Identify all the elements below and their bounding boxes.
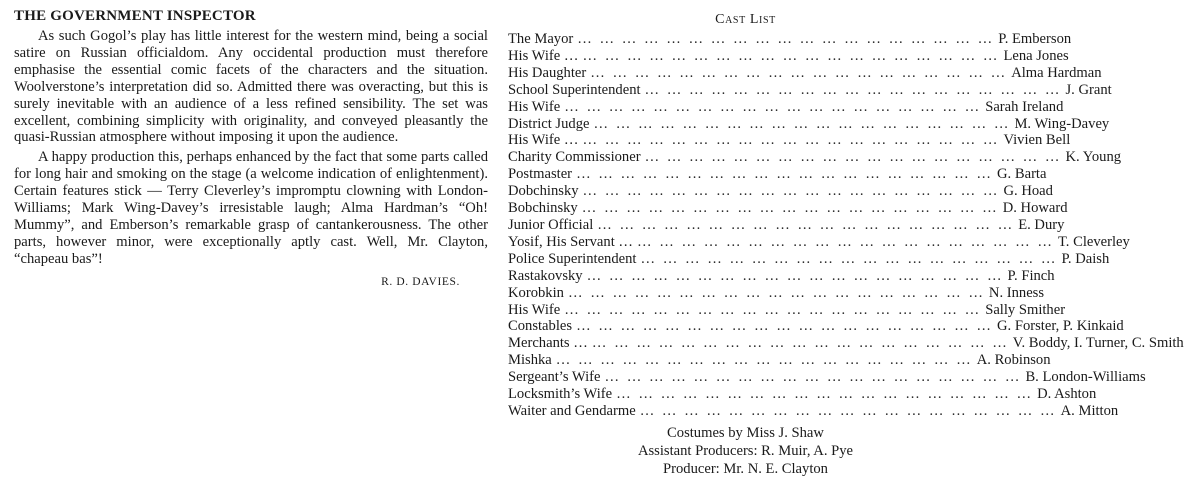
credit-assistant-producers: Assistant Producers: R. Muir, A. Pye (637, 442, 854, 459)
cast-actor: D. Howard (1002, 200, 1068, 217)
cast-actor: G. Hoad (1003, 183, 1053, 200)
cast-actor: Sally Smither (985, 301, 1066, 318)
cast-role: Mishka (508, 352, 552, 369)
cast-row (508, 267, 1055, 285)
cast-row (508, 149, 1122, 166)
cast-actor: K. Young (1065, 149, 1122, 166)
dot-leader: … … … … … … … … … … … … … … … … … … … (576, 318, 994, 335)
credit-costumes: Costumes by Miss J. Shaw (667, 424, 824, 441)
cast-row (508, 132, 1071, 149)
dot-leader: … … … … … … … … … … … … … … … … … … … (577, 31, 995, 47)
dot-leader: … … … … … … … … … … … … … … … … … … … (591, 335, 1009, 352)
dot-leader: … … … … … … … … … … … … … … … … … … … (582, 183, 1000, 200)
dot-leader: … … … … … … … … … … … … … … … … … … … (593, 115, 1011, 132)
cast-row (508, 335, 1184, 352)
dot-leader: … … … … … … … … … … … … … … … … … … … (567, 284, 985, 301)
cast-row (508, 284, 1045, 302)
cast-role: Waiter and Gendarme (508, 402, 636, 419)
cast-row (508, 81, 1112, 99)
cast-role: His Wife (508, 301, 561, 318)
cast-role: Sergeant’s Wife (508, 369, 601, 386)
cast-row (508, 233, 1130, 251)
cast-list (508, 10, 1184, 478)
cast-row (508, 250, 1110, 268)
cast-role: His Wife … (508, 132, 579, 149)
dot-leader: … … … … … … … … … … … … … … … … … … … (640, 250, 1058, 267)
cast-role: Constables (508, 318, 573, 335)
review-paragraph-1: As such Gogol’s play has little interest for the western mind, being a social satire on Russian officialdom. Any occidental production must therefore emphasise the essential comic facets of the characters and the situation. Woolverstone’s interpretation did so. Admitted there was overacting, but this is surely inevitable with an audience of a less refined sensibility. The set was excellent, combining simplicity with originality, and conveyed pleasantly the quasi-Russian atmosphere without imposing it upon the audience. (14, 28, 488, 146)
cast-row (508, 352, 1051, 369)
dot-leader: … … … … … … … … … … … … … … … … … … … (582, 132, 1000, 149)
cast-actor: T. Cleverley (1057, 233, 1130, 250)
cast-row (508, 386, 1097, 403)
cast-role: Postmaster (508, 166, 573, 183)
cast-actor: A. Mitton (1060, 402, 1119, 419)
cast-actor: Sarah Ireland (985, 98, 1064, 115)
cast-role: District Judge (508, 115, 590, 132)
cast-rows (508, 31, 1184, 420)
cast-actor: Lena Jones (1003, 47, 1069, 64)
cast-actor: Alma Hardman (1011, 64, 1102, 81)
dot-leader: … … … … … … … … … … … … … … … … … … … (616, 386, 1034, 403)
dot-leader: … … … … … … … … … … … … … … … … … … … (564, 301, 982, 318)
cast-row (508, 216, 1065, 234)
review-paragraph-2: A happy production this, perhaps enhanced by the fact that some parts called for long hair and smoking on the stage (a welcome indication of enlightenment). Certain features stick — Terry Cleverley’s impromptu clowning with London-Williams; Mark Wing-Davey’s irresistable laugh; Alma Hardman’s “Oh! Mummy”, and Emberson’s remarkable grasp of cantankerousness. The other parts, however minor, were exceptionally aptly cast. Well, Mr. Clayton, “chapeau bas”! (14, 149, 488, 267)
cast-row (508, 301, 1066, 319)
cast-actor: Vivien Bell (1003, 132, 1071, 149)
cast-row (508, 200, 1068, 217)
cast-row (508, 31, 1072, 48)
dot-leader: … … … … … … … … … … … … … … … … … … … (586, 267, 1004, 284)
cast-role: The Mayor (508, 31, 574, 47)
dot-leader: … … … … … … … … … … … … … … … … … … … (555, 352, 973, 369)
cast-role: School Superintendent (508, 81, 641, 98)
cast-role: His Daughter (508, 64, 587, 81)
dot-leader: … … … … … … … … … … … … … … … … … … … (576, 166, 994, 183)
cast-role: His Wife … (508, 47, 579, 64)
review-title: THE GOVERNMENT INSPECTOR (14, 8, 256, 24)
dot-leader: … … … … … … … … … … … … … … … … … … … (590, 64, 1008, 81)
cast-role: Rastakovsky (508, 267, 583, 284)
cast-actor: G. Forster, P. Kinkaid (997, 318, 1124, 335)
cast-actor: B. London-Williams (1025, 369, 1146, 386)
credits (508, 424, 983, 478)
cast-actor: J. Grant (1065, 81, 1112, 98)
cast-role: Korobkin (508, 284, 564, 301)
cast-role: Junior Official (508, 216, 594, 233)
cast-actor: G. Barta (997, 166, 1047, 183)
cast-actor: A. Robinson (976, 352, 1051, 369)
cast-row (508, 47, 1069, 65)
cast-actor: D. Ashton (1037, 386, 1097, 403)
cast-list-heading: Cast List (715, 12, 776, 27)
cast-actor: P. Emberson (998, 31, 1072, 47)
dot-leader: … … … … … … … … … … … … … … … … … … … (639, 402, 1057, 419)
dot-leader: … … … … … … … … … … … … … … … … … … … (581, 200, 999, 217)
cast-role: Charity Commissioner (508, 149, 641, 166)
cast-actor: P. Finch (1007, 267, 1055, 284)
cast-row (508, 402, 1119, 420)
cast-row (508, 98, 1064, 116)
cast-row (508, 166, 1047, 183)
cast-row (508, 64, 1102, 82)
cast-row (508, 318, 1124, 335)
cast-actor: P. Daish (1061, 250, 1110, 267)
cast-role: Locksmith’s Wife (508, 386, 613, 403)
dot-leader: … … … … … … … … … … … … … … … … … … … (564, 98, 982, 115)
dot-leader: … … … … … … … … … … … … … … … … … … … (597, 216, 1015, 233)
cast-actor: E. Dury (1018, 216, 1065, 233)
review-column (14, 6, 488, 288)
cast-role: His Wife (508, 98, 561, 115)
dot-leader: … … … … … … … … … … … … … … … … … … … (644, 149, 1062, 166)
cast-row (508, 369, 1146, 386)
cast-role: Police Superintendent (508, 250, 637, 267)
dot-leader: … … … … … … … … … … … … … … … … … … … (582, 47, 1000, 64)
cast-role: Dobchinsky (508, 183, 579, 200)
cast-role: Yosif, His Servant … (508, 233, 634, 250)
cast-row (508, 115, 1110, 133)
cast-actor: V. Boddy, I. Turner, C. Smith (1012, 335, 1184, 352)
cast-row (508, 183, 1053, 200)
cast-role: Merchants … (508, 335, 588, 352)
dot-leader: … … … … … … … … … … … … … … … … … … … (644, 81, 1062, 98)
review-signature: R. D. DAVIES. (381, 275, 460, 288)
cast-actor: N. Inness (988, 284, 1045, 301)
credit-producer: Producer: Mr. N. E. Clayton (663, 460, 828, 477)
cast-role: Bobchinsky (508, 200, 578, 217)
cast-actor: M. Wing-Davey (1014, 115, 1110, 132)
dot-leader: … … … … … … … … … … … … … … … … … … … (637, 233, 1054, 250)
dot-leader: … … … … … … … … … … … … … … … … … … … (604, 369, 1022, 386)
